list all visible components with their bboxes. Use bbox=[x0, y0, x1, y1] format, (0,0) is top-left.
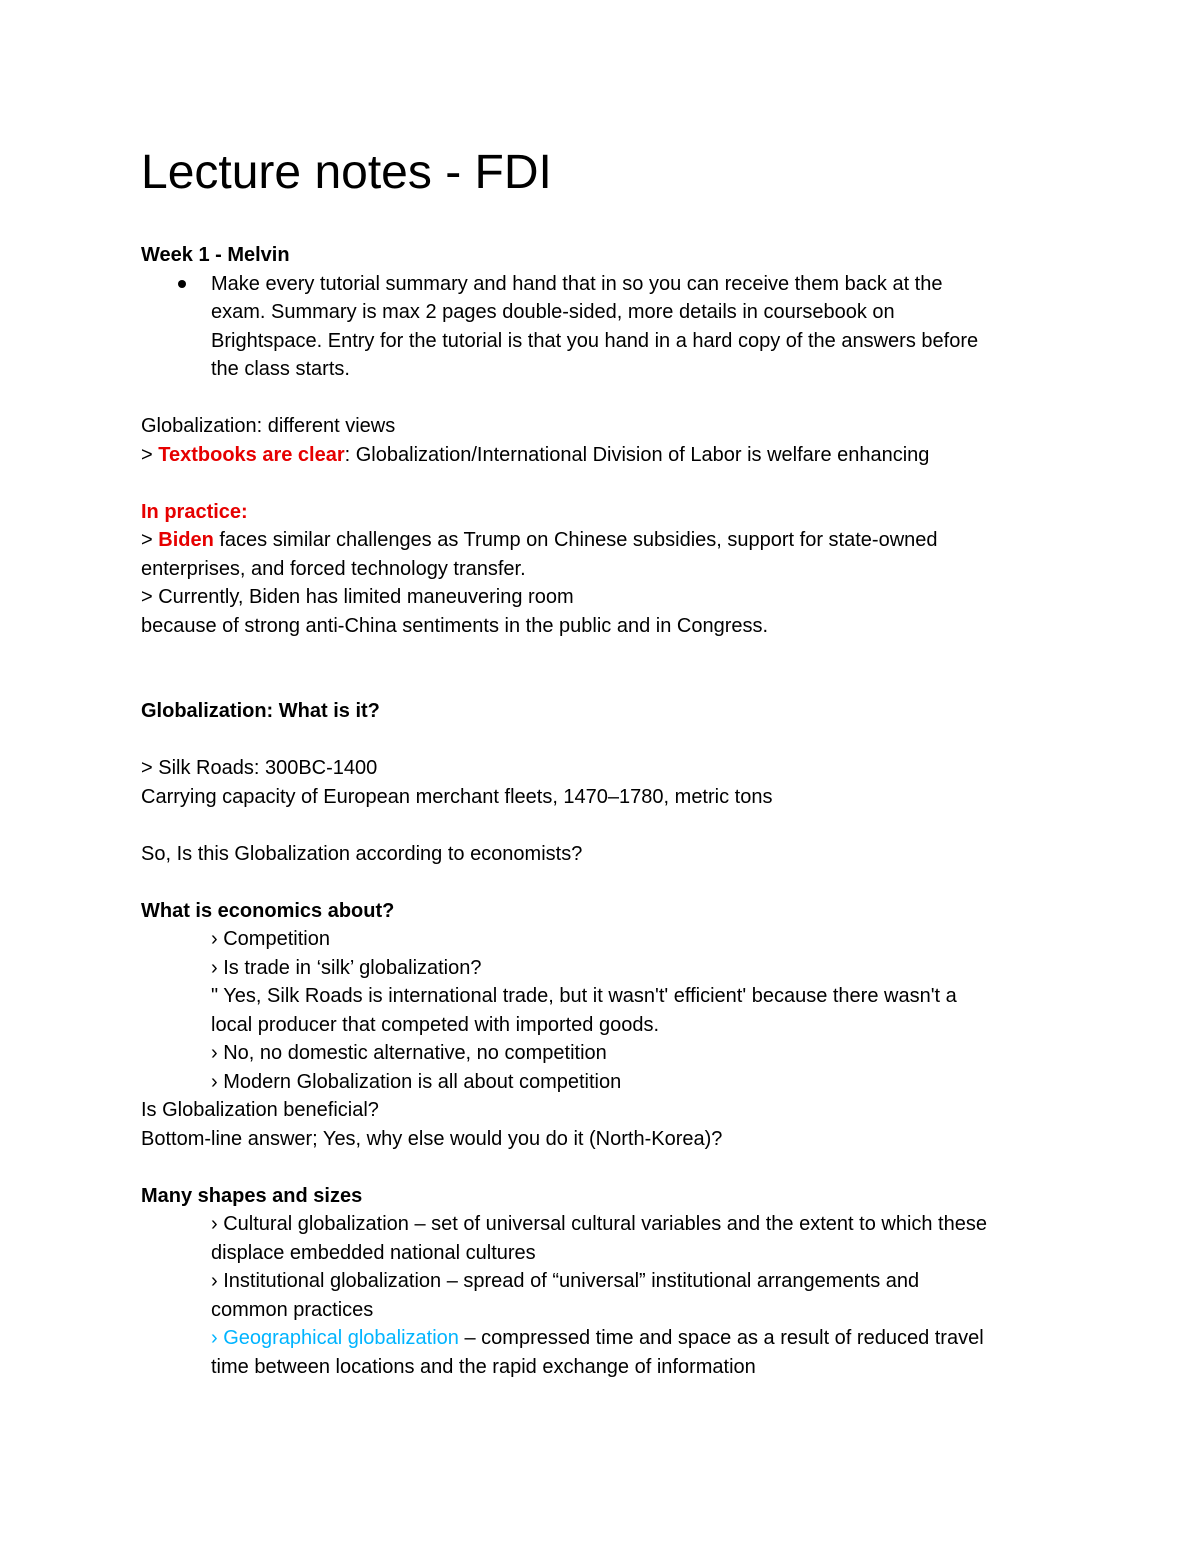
shapes-item: › Cultural globalization – set of universal cultural variables and the extent to which these bbox=[211, 1213, 987, 1235]
shapes-item: displace embedded national cultures bbox=[211, 1241, 536, 1264]
economics-item: › Competition bbox=[211, 928, 330, 950]
economics-item: › Is trade in ‘silk’ globalization? bbox=[211, 956, 482, 979]
week1-bullet-line: Brightspace. Entry for the tutorial is that you hand in a hard copy of the answers before bbox=[211, 329, 979, 352]
week1-bullet-line: exam. Summary is max 2 pages double-sided, more details in coursebook on bbox=[211, 301, 895, 323]
what-is-it-line: So, Is this Globalization according to economists? bbox=[141, 842, 583, 865]
practice-biden-line bbox=[141, 526, 1071, 555]
week1-heading: Week 1 - Melvin bbox=[141, 244, 290, 266]
biden-highlight: Biden bbox=[158, 529, 214, 551]
shapes-item: time between locations and the rapid exchange of information bbox=[211, 1355, 756, 1378]
shapes-item: › Institutional globalization – spread of “universal” institutional arrangements and bbox=[211, 1270, 920, 1292]
economics-item: › Modern Globalization is all about competition bbox=[211, 1070, 622, 1093]
views-textbooks-line bbox=[141, 441, 1071, 470]
week1-bullet-line: the class starts. bbox=[211, 358, 350, 380]
economics-item: local producer that competed with imported goods. bbox=[211, 1013, 660, 1036]
biden-rest: faces similar challenges as Trump on Chinese subsidies, support for state-owned bbox=[213, 529, 938, 551]
what-is-it-line: Carrying capacity of European merchant fleets, 1470–1780, metric tons bbox=[141, 785, 773, 808]
shapes-item-geographical bbox=[141, 1324, 1071, 1353]
practice-line: > Currently, Biden has limited maneuvering room bbox=[141, 586, 574, 608]
textbooks-highlight: Textbooks are clear bbox=[158, 443, 345, 466]
prefix: > bbox=[141, 443, 159, 466]
shapes-item: common practices bbox=[211, 1298, 374, 1321]
economics-item: " Yes, Silk Roads is international trade, but it wasn't' efficient' because there wasn't a bbox=[211, 985, 957, 1007]
geographical-rest: – compressed time and space as a result of reduced travel bbox=[458, 1327, 984, 1349]
views-line: Globalization: different views bbox=[141, 415, 396, 437]
what-is-it-line: > Silk Roads: 300BC-1400 bbox=[141, 757, 378, 779]
economics-heading: What is economics about? bbox=[141, 899, 395, 922]
geographical-highlight: › Geographical globalization bbox=[211, 1327, 459, 1349]
practice-heading: In practice: bbox=[141, 500, 248, 523]
week1-bullet-line: Make every tutorial summary and hand that in so you can receive them back at the bbox=[211, 272, 943, 295]
prefix: > bbox=[141, 529, 159, 551]
week1-bullet bbox=[141, 270, 1071, 384]
textbooks-rest: : Globalization/International Division of Labor is welfare enhancing bbox=[344, 443, 930, 466]
what-is-it-heading: Globalization: What is it? bbox=[141, 700, 380, 722]
document-body bbox=[141, 241, 1071, 1381]
economics-after-line: Is Globalization beneficial? bbox=[141, 1099, 379, 1121]
bullet-dot-icon bbox=[178, 280, 186, 288]
practice-line: enterprises, and forced technology transfer. bbox=[141, 557, 526, 580]
page-title: Lecture notes - FDI bbox=[141, 146, 552, 199]
shapes-heading: Many shapes and sizes bbox=[141, 1184, 363, 1207]
practice-line: because of strong anti-China sentiments in the public and in Congress. bbox=[141, 614, 769, 637]
economics-item: › No, no domestic alternative, no competition bbox=[211, 1042, 607, 1064]
economics-after-line: Bottom-line answer; Yes, why else would you do it (North-Korea)? bbox=[141, 1127, 723, 1150]
